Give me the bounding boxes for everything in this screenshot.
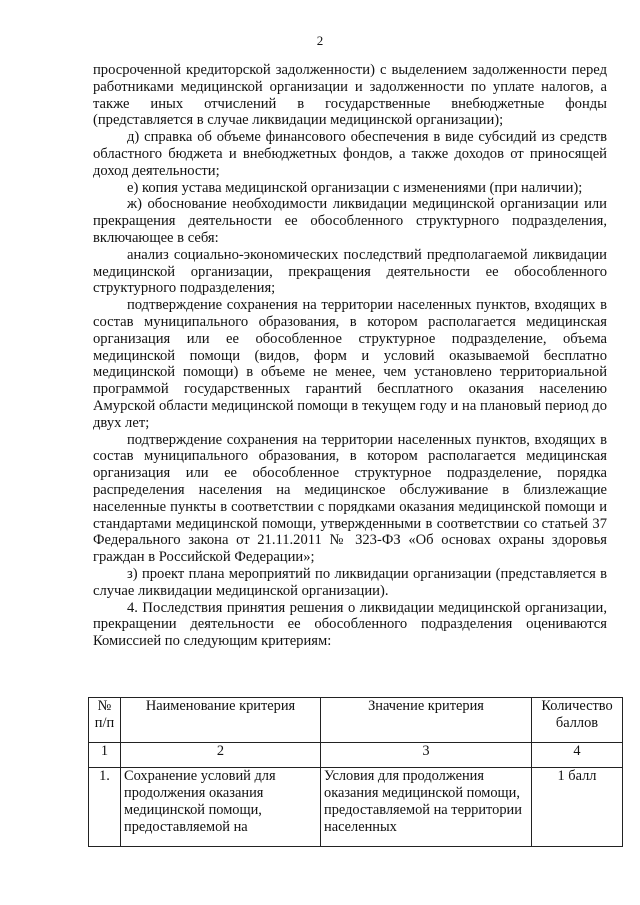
row-number-cell: 1.: [89, 768, 121, 847]
paragraph: просроченной кредиторской задолженности) с выделением задолженности перед работниками медицинской организации и задолженности по уплате налогов, а также иных отчислений в государственные внебюджетные фонды (представляется в случае ликвидации медицинской организации);: [93, 62, 607, 129]
table-header-row: [89, 698, 623, 743]
paragraph: подтверждение сохранения на территории населенных пунктов, входящих в состав муниципального образования, в котором располагается медицинская организация или ее обособленное структурное подразделение, объема медицинской помощи (видов, форм и условий оказываемой бесплатно медицинской помощи) в объеме не менее, чем установлено территориальной программой государственных гарантий бесплатного оказания населению Амурской области медицинской помощи в текущем году и на плановый период до двух лет;: [93, 297, 607, 431]
column-number-cell: 1: [89, 743, 121, 768]
points-cell: 1 балл: [532, 768, 623, 847]
header-cell-criterion-name: Наименование критерия: [121, 698, 321, 743]
header-cell-points: Количество баллов: [532, 698, 623, 743]
paragraph: подтверждение сохранения на территории населенных пунктов, входящих в состав муниципального образования, в котором располагается медицинская организация или ее обособленное структурное подразделение, порядка распределения населения на медицинское обслуживание в близлежащие населенные пункты в соответствии с порядками оказания медицинской помощи и стандартами медицинской помощи, утвержденными в соответствии со статьей 37 Федерального закона от 21.11.2011 № 323-ФЗ «Об основах охраны здоровья граждан в Российской Федерации»;: [93, 431, 607, 566]
column-number-cell: 3: [321, 743, 532, 768]
column-number-row: [89, 743, 623, 768]
table-row: [89, 768, 623, 847]
page-number: 2: [316, 33, 324, 48]
paragraph: анализ социально-экономических последствий предполагаемой ликвидации медицинской организации, прекращения деятельности ее обособленного структурного подразделения;: [93, 246, 607, 297]
column-number-cell: 2: [121, 743, 321, 768]
paragraph: з) проект плана мероприятий по ликвидации организации (представляется в случае ликвидации медицинской организации).: [93, 565, 607, 599]
header-cell-number: № п/п: [89, 698, 121, 743]
document-body: [93, 62, 607, 650]
criterion-value-cell: Условия для продолжения оказания медицинской помощи, предоставляемой на территории населенных: [321, 768, 532, 847]
criterion-name-cell: Сохранение условий для продолжения оказания медицинской помощи, предоставляемой на: [121, 768, 321, 847]
paragraph: д) справка об объеме финансового обеспечения в виде субсидий из средств областного бюджета и внебюджетных фондов, а также доходов от приносящей доход деятельности;: [93, 129, 607, 179]
criteria-table: [88, 697, 623, 847]
header-cell-criterion-value: Значение критерия: [321, 698, 532, 743]
page-bottom-margin: [0, 856, 640, 905]
column-number-cell: 4: [532, 743, 623, 768]
paragraph: 4. Последствия принятия решения о ликвидации медицинской организации, прекращении деятельности ее обособленного подразделения оцениваются Комиссией по следующим критериям:: [93, 599, 607, 650]
paragraph: е) копия устава медицинской организации с изменениями (при наличии);: [127, 179, 583, 196]
paragraph: ж) обоснование необходимости ликвидации медицинской организации или прекращения деятельности ее обособленного структурного подразделения, включающее в себя:: [93, 196, 607, 246]
